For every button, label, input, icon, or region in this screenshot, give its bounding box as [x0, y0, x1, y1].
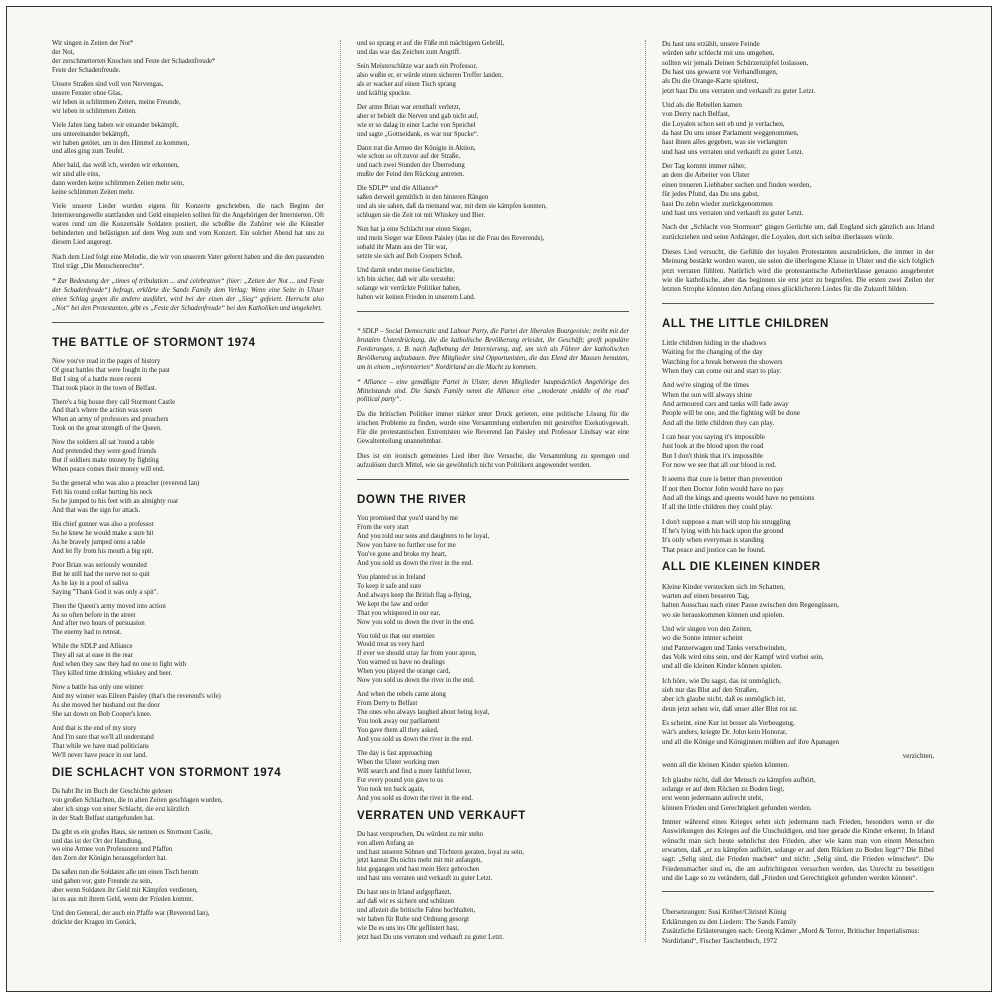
paragraph: Da die britischen Politiker immer stärker unter Druck gerieten, eine politische Lösung für die irischen Probleme zu finden, wurde eine Versammlung einberufen mit gestreifter Exekutivgewalt. Für die protestantischen Extremisten wie Reverend Ian Paisley und Professor Lindsay war eine Gewaltenteilung unannehmbar.	[357, 411, 629, 446]
lyric-line: Took on the great strength of the Queen.	[52, 425, 162, 433]
verse	[52, 603, 324, 639]
credit-line: Zusätzliche Erläuterungen nach: Georg Krämer „Mord & Terror, Britischer Imperialismus: Nordirland“, Fischer Taschenbuch, 1972	[662, 927, 920, 945]
lyric-line: Now a battle has only one winner	[52, 684, 144, 692]
song-all-the-little-children	[662, 339, 934, 555]
lyric-line: die Loyalen schon seit eh und je verlachen,	[662, 119, 785, 128]
lyric-line: Die SDLP* und die Alliance*	[357, 185, 439, 193]
lyric-line: und all die Könige und Königinnen müßten auf ihre Apanagen	[662, 737, 840, 746]
verse	[52, 725, 324, 761]
lyric-line: und mein Sieger war Eileen Paisley (das ist die Frau des Reverends),	[357, 235, 545, 243]
lyric-line: While the SDLP and Alliance	[52, 643, 133, 651]
lyric-line: Ich höre, wie Du sagst, das ist unmöglich,	[662, 676, 781, 685]
verse	[662, 162, 934, 218]
lyric-line: wär's anders, kriegte Dr. John kein Honorar,	[662, 728, 787, 737]
lyric-line: And all the kings and queens would have no pensions	[662, 494, 815, 503]
lyric-line: Wir singen in Zeiten der Not*	[52, 40, 134, 47]
paragraph: Dieses Lied versucht, die Gefühle der loyalen Protestanten auszudrücken, die immer in der Meinung bestärkt worden waren, sie seien die überlegene Klasse in Ulster und die sich folglich jetzt verraten fühlten. Natürlich wird die protestantische Arbeiterklasse genauso ausgebeutet wie die katholische, aber das beginnen sie erst jetzt zu begreifen. Die ersten zwei Zeilen der letzten Strophe könnten den Anfang eines glücklicheren Liedes für die Zukunft bilden.	[662, 247, 934, 294]
lyric-line: auf daß wir es sichern und schützen	[357, 898, 455, 906]
lyric-line: ist es aus mit ihrem Geld, wenn der Frieden kommt.	[52, 896, 194, 904]
lyric-line: wir leben in schlimmen Zeiten, meine Freunde,	[52, 98, 181, 106]
lyric-line: jetzt hast Du uns verraten und verkauft zu guter Letzt.	[662, 86, 816, 95]
section-rule	[357, 479, 629, 480]
lyric-line: Ich glaube nicht, daß der Mensch zu kämpfen aufhört,	[662, 775, 816, 784]
lyric-line: wir leben in schlimmen Zeiten.	[52, 107, 137, 115]
lyric-line: Now you've read in the pages of history	[52, 357, 161, 365]
song-title: ALL DIE KLEINEN KINDER	[662, 561, 821, 574]
lyric-line: Then the Queen's army moved into action	[52, 602, 166, 610]
commentary	[662, 223, 934, 294]
lyric-line: Now you have no further use for me	[357, 541, 456, 549]
lyric-line: wo die Sonne immer scheint	[662, 634, 743, 643]
lyric-line: wie Du es uns ins Ohr geflüstert hast,	[357, 925, 459, 933]
lyric-line: As she moved her husband out the door	[52, 702, 160, 710]
lyric-line: setzte sie sich auf Bob Coopers Schoß.	[357, 253, 463, 261]
verse	[662, 339, 934, 376]
lyric-line: wir haben für Ruhe und Ordnung gesorgt	[357, 916, 470, 924]
lyric-line: And all the little children they can play.	[662, 418, 775, 427]
lyric-line: würden sehr schlecht mit uns umgehen,	[662, 49, 775, 58]
verse	[52, 162, 324, 198]
verse	[662, 433, 934, 470]
commentary: Immer während eines Krieges sehnt sich jedermann nach Frieden, besonders wenn er die Auswirkungen des Krieges auf die Unschuldigen, und hier gerade die Kinder erkennt. In Irland wünscht man sich heute sehnlichst den Frieden, aber wie kann man von einem Menschen erwarten, daß „er zu kämpfen aufhört, solange er auf dem Rücken zu Boden liegt“? Die Bibel sagt: „Selig sind, die Frieden machen“ und nicht: „Selig sind, die Frieden wünschen“. Die Friedensmacher sind es, die am aufrichtigsten versuchen werden, das Unrecht zu beseitigen und die Lage so zu verändern, daß „Frieden und Gerechtigkeit gefunden werden können“.	[662, 818, 934, 883]
lyric-line: When you played the orange card,	[357, 668, 451, 676]
lyric-line: So he knew he would make a sure hit	[52, 529, 154, 537]
lyric-line: You gave them all they asked,	[357, 727, 439, 735]
verse	[52, 40, 324, 76]
lyric-line: dann werden keine schlimmen Zeiten mehr sein,	[52, 180, 184, 188]
lyric-line: aber wenn Soldaten ihr Geld mit Kämpfen verdienen,	[52, 887, 198, 895]
credits	[662, 908, 934, 945]
paragraph: * Alliance – eine gemäßigte Partei in Ulster, deren Mitglieder hauptsächlich Angehörige des Mittelstands sind. Die Sands Family nennt die Alliance eine „moderate ,middle of the road' political party“.	[357, 378, 629, 404]
verse	[357, 40, 629, 58]
lyric-line: For every pound you gave to us	[357, 776, 444, 784]
lyric-line: That peace and justice can be found.	[662, 545, 766, 554]
lyric-line: When they can come out and start to play.	[662, 366, 782, 375]
lyric-line: Waiting for the changing of the day	[662, 348, 763, 357]
lyric-line: solange er auf dem Rücken zu Boden liegt,	[662, 785, 785, 794]
lyric-line: And let fly from his mouth a big spit.	[52, 547, 154, 555]
lyric-line: Poor Brian was seriously wounded	[52, 561, 147, 569]
lyric-line: Du hast uns in Irland aufgepflanzt,	[357, 889, 452, 897]
verse	[357, 633, 629, 687]
lyric-line: And my winner was Eileen Paisley (that's the reverend's wife)	[52, 693, 221, 701]
lyric-line: She sat down on Bob Cooper's knee.	[52, 711, 152, 719]
column-left	[52, 40, 324, 933]
lyric-line: warten auf einen besseren Tag,	[662, 591, 750, 600]
lyric-line: The day is fast approaching	[357, 749, 433, 757]
lyric-line: erst wenn jedermann aufrecht steht,	[662, 794, 764, 803]
lyric-line: wo eine Armee von Professoren und Pfaffen	[52, 846, 173, 854]
verse	[662, 381, 934, 428]
verse	[357, 831, 629, 885]
verse	[52, 829, 324, 865]
verse	[52, 439, 324, 475]
lyric-line: Der Tag kommt immer näher,	[662, 162, 746, 171]
lyric-line: Would treat us very hard	[357, 641, 425, 649]
lyric-line: schlugen sie die Zeit tot mit Whiskey und Bier.	[357, 212, 486, 220]
column-divider	[645, 40, 646, 942]
lyric-line: So he jumped to his feet with an almighty roar	[52, 498, 179, 506]
verse	[357, 63, 629, 99]
lyric-line: Und wir singen von den Zeiten,	[662, 624, 752, 633]
lyric-line: And that was the sign for attack.	[52, 506, 141, 514]
verse	[357, 267, 629, 303]
verse	[52, 358, 324, 394]
paragraph: Nach dem Lied folgt eine Melodie, die wir von unserem Vater gelernt haben und die den passenden Titel trägt „Die Menschenrechte“.	[52, 254, 324, 270]
credit-line: Übersetzungen: Susi Kröher/Christel König	[662, 908, 787, 917]
verse	[357, 104, 629, 140]
lyric-line: And that is the end of my story	[52, 725, 137, 732]
commentary	[357, 411, 629, 471]
lyric-line: You planted us in Ireland	[357, 573, 426, 581]
verse	[52, 643, 324, 679]
paragraph: Nach der „Schlacht von Stormont“ gingen Gerüchte um, daß England sich gänzlich aus Irland zurückziehen und seine Anhänger, die Loyalen, dort sich selbst überlassen würde.	[662, 223, 934, 241]
lyric-line: und als sie sahen, daß da niemand war, mit dem sie kämpfen konnten,	[357, 203, 547, 211]
lyric-line: And when the rebels came along	[357, 691, 446, 699]
lyric-line: Sein Meisterschütze war auch ein Professor,	[357, 62, 478, 70]
lyric-line: Watching for a break between the showers	[662, 357, 783, 366]
lyric-line: und alles ging zum Teufel.	[52, 148, 125, 156]
verse	[357, 889, 629, 943]
verse	[52, 521, 324, 557]
verse	[357, 691, 629, 745]
lyric-line: Of great battles that were fought in the past	[52, 366, 170, 374]
song-title: THE BATTLE OF STORMONT 1974	[52, 336, 256, 349]
column-divider	[340, 40, 341, 942]
lyric-line: When an army of professors and preachers	[52, 416, 169, 424]
lyric-line: As so often before in the street	[52, 611, 136, 619]
verse	[662, 677, 934, 714]
lyric-line: But if soldiers make money by fighting	[52, 457, 159, 465]
lyric-line: Da habt Ihr im Buch der Geschichte gelesen	[52, 787, 173, 795]
lyric-line: And always keep the British flag a-flying,	[357, 591, 472, 599]
lyric-line: und hast uns verraten und verkauft zu guter Letzt.	[357, 875, 493, 883]
lyric-line: wie schon so oft zuvor auf der Straße,	[357, 153, 461, 161]
lyric-line: keine schlimmen Zeiten mehr.	[52, 189, 135, 197]
lyric-line: If all the little children they could play.	[662, 503, 773, 512]
lyric-line: sobald ihr Mann aus der Tür war,	[357, 244, 448, 252]
verse	[662, 518, 934, 555]
lyric-line: They killed time drinking whiskey and beer.	[52, 670, 173, 678]
section-rule	[52, 322, 324, 323]
lyric-line: And you told our sons and daughters to be loyal,	[357, 532, 490, 540]
lyric-line: wenn all die kleinen Kinder spielen könnten.	[662, 761, 790, 770]
lyric-line: einen treueren Liebhaber suchen und finden werden,	[662, 180, 812, 189]
song-title: ALL THE LITTLE CHILDREN	[662, 317, 829, 330]
verse	[662, 625, 934, 672]
song-stormont	[52, 358, 324, 761]
verse	[662, 475, 934, 512]
lyric-line: Saying "Thank God it was only a spit".	[52, 588, 159, 596]
lyric-line: They all sat at ease in the rear	[52, 652, 133, 660]
lyric-line: den Zorn der Königin herausgefordert hat.	[52, 855, 168, 863]
lyric-line: Und als die Rebellen kamen	[662, 101, 742, 110]
lyric-line: Kleine Kinder verstecken sich im Schatten,	[662, 582, 785, 591]
footnotes	[357, 328, 629, 406]
lyric-line: für jedes Pfund, das Du uns gabst,	[662, 190, 759, 199]
lyric-line: ich bin sicher, daß wir alle verstehn:	[357, 275, 456, 283]
intro-text	[52, 203, 324, 272]
lyric-line: We kept the law and order	[357, 600, 429, 608]
lyric-line: You promised that you'd stand by me	[357, 515, 458, 523]
lyric-line: bist gegangen und hast mein Herz gebrochen	[357, 866, 480, 874]
lyric-line: You warned us have no dealings	[357, 659, 445, 667]
lyric-line: und allezeit die britische Fahne hochhalten,	[357, 907, 476, 915]
lyric-line: und Panzerwagen und Tanks verschwinden,	[662, 643, 787, 652]
lyric-line: und gaben vor, gute Freunde zu sein,	[52, 878, 153, 886]
lyric-line: Es scheint, eine Kur ist besser als Vorbeugung,	[662, 718, 795, 727]
verse	[52, 81, 324, 117]
credit-line: Erklärungen zu den Liedern: The Sands Family	[662, 917, 797, 926]
lyric-line: And you sold us down the river in the end.	[357, 794, 473, 802]
lyric-line: That took place in the town of Belfast.	[52, 384, 157, 392]
lyric-line: Du hast uns gewarnt vor Verhandlungen,	[662, 68, 778, 77]
lyric-line: wir haben getötet, um in den Himmel zu kommen,	[52, 139, 190, 147]
lyric-line: Du hast uns erzählt, unsere Feinde	[662, 40, 760, 48]
lyric-line: The enemy had to retreat.	[52, 629, 122, 637]
section-rule	[662, 303, 934, 304]
paragraph: * SDLP – Social Democratic and Labour Party, die Partei der liberalen Bourgeoisie; treibt mit der brutalen Unterdrückung, die die katholische Bevölkerung erleidet, ihr Geschäft; greift populäre Forderungen, z. B. nach Aufhebung der Internierung, auf, um sich als Führer der katholischen Bevölkerung aufzubauen. Ihre Mitglieder sind Opportunisten, die das Elend der Massen benutzen, um in einem „reformierten“ Nordirland an die Macht zu kommen.	[357, 327, 629, 371]
lyric-line: haben wir keinen Frieden in unserem Land.	[357, 293, 476, 301]
lyric-line: mußte der Feind den Rückzug antreten.	[357, 171, 465, 179]
lyric-line: That you whispered in our ear,	[357, 609, 441, 617]
lyric-line: Dann trat die Armee der Königin in Aktion,	[357, 144, 476, 152]
lyric-line: aber er behielt die Nerven und gab nicht auf,	[357, 112, 479, 120]
lyric-line: denn jetzt sehen wir, daß unser aller Blut rot ist.	[662, 704, 798, 713]
verse	[662, 719, 934, 747]
verse	[662, 761, 934, 770]
footnote: * Zur Bedeutung der „times of tribulation ... and celebration“ (hier: „Zeiten der Not ... und Feste der Schadenfreude“) befragt, erklärte die Sands Family dem Verlag: Wenn eine Seite in Ulster einen Schlag gegen die andere ausführt, wird bei der einen der „Sieg“ gefeiert. Herrscht also „Not“ bei den Protestanten, gibt es „Feste der Schadenfreude“ bei den Katholiken und umgekehrt.	[52, 277, 324, 312]
lyric-line: Da saßen nun die Soldaten alle um einen Tisch herum	[52, 869, 199, 877]
verse	[662, 583, 934, 620]
verse	[52, 122, 324, 158]
lyric-line: As he bravely jumped onto a table	[52, 538, 146, 546]
lyric-line: Da gibt es ein großes Haus, sie nennen es Stormont Castle,	[52, 828, 213, 836]
lyric-line: können Frieden und Gerechtigkeit gefunden werden.	[662, 803, 812, 812]
lyric-line: und so sprang er auf die Füße mit mächtigem Gebrüll,	[357, 40, 505, 47]
lyric-line: Aber bald, das weiß ich, werden wir erkennen,	[52, 162, 179, 170]
lyric-line: And when they saw they had no one to fight with	[52, 661, 187, 669]
verse	[357, 185, 629, 221]
song-verraten	[357, 831, 629, 943]
lyric-line: uns untereinander bekämpft,	[52, 130, 130, 138]
verse	[52, 788, 324, 824]
lyric-line: der zerschmetterten Knochen und Feste der Schadenfreude*	[52, 57, 216, 65]
lyric-line: If not then Doctor John would have no pay	[662, 484, 784, 493]
verse	[357, 574, 629, 628]
lyric-line: aber ich singe von einer Schlacht, die erst kürzlich	[52, 805, 190, 813]
lyric-line: There's a big house they call Stormont Castle	[52, 398, 175, 406]
song-title: DIE SCHLACHT VON STORMONT 1974	[52, 766, 282, 779]
song-schlacht-continued	[357, 40, 629, 303]
lyric-line: sollten wir jemals Deinen Schürzenzipfel loslassen,	[662, 58, 809, 67]
lyric-line: und nach zwei Stunden der Überredung	[357, 162, 465, 170]
lyric-line: And you sold us down the river in the end.	[357, 736, 473, 743]
lyric-line: When the sun will always shine	[662, 390, 753, 399]
lyric-line: And armoured cars and tanks will fade away	[662, 400, 789, 408]
lyric-line: So the general who was also a preacher (reverend Ian)	[52, 480, 200, 488]
lyric-line: We'll never have peace in our land.	[52, 751, 148, 759]
verse	[52, 910, 324, 928]
lyric-line: If he's lying with his back upon the ground	[662, 527, 784, 536]
lyric-line: und hast unseren Söhnen und Töchtern geraten, loyal zu sein,	[357, 848, 524, 856]
lyric-line: und das war das Zeichen zum Angriff.	[357, 48, 461, 56]
lyric-line: And pretended they were good friends	[52, 448, 157, 456]
lyric-line: It's only when everyman is standing	[662, 536, 764, 545]
paragraph: Dies ist ein ironisch gemeintes Lied über ihre Versuche, die Versammlung zu sprengen und aufzulösen durch Mittel, wie sie gewöhnlich nicht von Politikern angewendet werden.	[357, 453, 629, 470]
lyric-line: als er wacker auf einen Tisch sprang	[357, 80, 456, 88]
lyric-line: wie er so dalag in einer Lache von Speichel	[357, 121, 476, 129]
verse	[357, 226, 629, 262]
verse	[52, 562, 324, 598]
lyric-line: das Volk wird eins sein, und der Kampf wird vorbei sein,	[662, 652, 824, 661]
lyric-line: But I don't think that it's impossible	[662, 451, 764, 460]
lyric-line: Little children hiding in the shadows	[662, 338, 767, 347]
column-middle	[357, 40, 629, 948]
lyric-line: Du hast versprochen, Du würdest zu mir stehn	[357, 830, 484, 838]
lyric-line: hast Du zehn wieder zurückgenommen	[662, 199, 773, 208]
song-kleinen-kinder	[662, 583, 934, 748]
lyric-line: halten Ausschau nach einer Pause zwischen den Regengüssen,	[662, 601, 839, 610]
paragraph: Viele unserer Lieder wurden eigens für Konzerte geschrieben, die nach Beginn der Internierungswelle stattfanden und Geld einspielen sollten für die Angehörigen der Internierten. Oft waren rund um die Konzertsäle Soldaten postiert, die schoßbe die Zuhörer wie die Künstler behinderten und belästigten auf dem Weg zum und vom Konzert. Ein solcher Abend hat uns zu diesem Lied angeregt.	[52, 203, 324, 247]
lyric-line: Viele Jahre lang haben wir einander bekämpft,	[52, 121, 179, 129]
lyric-line: und sagte „Gottseidank, es war nur Spucke“.	[357, 130, 479, 138]
lyric-line: und all die kleinen Kinder können spielen.	[662, 662, 783, 671]
lyric-line: People will be one, and the fighting will be done	[662, 409, 800, 418]
verse	[662, 101, 934, 157]
verse	[662, 776, 934, 813]
lyric-line: From the very start	[357, 524, 409, 532]
lyric-line: Und den General, der auch ein Pfaffe war (Reverend Ian),	[52, 910, 210, 918]
lyric-line: As he lay in a pool of saliva	[52, 579, 129, 587]
song-verraten-continued	[662, 40, 934, 218]
lyric-line: From Derry to Belfast	[357, 700, 418, 708]
lyric-line: verzichten,	[902, 752, 934, 760]
lyric-line: an dem die Arbeiter von Ulster	[662, 171, 750, 180]
lyric-line: und kräftig spuckte.	[357, 89, 412, 97]
lyric-line: And we're singing of the times	[662, 381, 749, 390]
lyric-line: da hast Du uns unser Parlament weggenommen,	[662, 129, 799, 138]
lyric-line: wir sind alle eins,	[52, 171, 100, 179]
lyric-line: And I'm sure that we'll all understand	[52, 733, 154, 741]
verse	[357, 515, 629, 569]
lyric-line: It seems that cure is better than prevention	[662, 475, 783, 484]
lyric-line: von großen Schlachten, die in alten Zeiten geschlagen wurden,	[52, 796, 223, 804]
lyric-line: Just look at the blood upon the road	[662, 442, 764, 451]
lyric-line: von allem Anfang an	[357, 839, 414, 847]
lyric-line: und hast uns verraten und verkauft zu guter Letzt.	[662, 208, 804, 217]
song-schadenfreude	[52, 40, 324, 198]
lyric-line: Now the soldiers all sat 'round a table	[52, 439, 155, 447]
lyric-line: Will search and find a more faithful lover,	[357, 767, 472, 775]
lyric-line: aber ich glaube nicht, daß es unmöglich ist,	[662, 695, 786, 704]
lyric-line: When peace comes their money will end.	[52, 466, 165, 474]
lyric-line: unsere Fenster ohne Glas,	[52, 89, 123, 97]
lyric-line: Unsere Straßen sind voll von Nervengas,	[52, 80, 164, 88]
song-schlacht	[52, 788, 324, 928]
lyric-line: You took ten back again,	[357, 785, 425, 793]
lyric-line: von Derry nach Belfast,	[662, 110, 730, 119]
lyric-line: Feste der Schadenfreude.	[52, 66, 121, 74]
lyric-line: jetzt hast Du uns verraten und verkauft zu guter Letzt.	[357, 934, 504, 942]
lyric-line: saßen derweil gemütlich in den hinteren Rängen	[357, 194, 489, 202]
song-kleinen-kinder-tail	[662, 761, 934, 813]
lyric-line: The ones who always laughed about being loyal,	[357, 709, 490, 717]
lyric-line: und hast uns verraten und verkauft zu guter Letzt.	[662, 147, 804, 156]
song-title: VERRATEN UND VERKAUFT	[357, 809, 526, 822]
lyric-line: When the Ulster working men	[357, 758, 440, 766]
lyric-line: in der Stadt Belfast stattgefunden hat.	[52, 814, 155, 822]
lyric-line: jetzt kannst Du nichts mehr mit mir anfangen,	[357, 857, 482, 865]
lyric-line: And you sold us down the river in the end.	[357, 559, 473, 567]
lyric-line: Now you sold us down the river in the end.	[357, 618, 475, 626]
verse	[52, 684, 324, 720]
lyric-line: Felt his round collar hurting his neck	[52, 489, 153, 497]
verse	[52, 399, 324, 435]
lyric-line: Der arme Brian war ernsthaft verletzt,	[357, 103, 461, 111]
lyric-line: For now we see that all our blood is red.	[662, 461, 777, 470]
lyric-line: der Not,	[52, 48, 75, 56]
lyric-line: You told us that our enemies	[357, 632, 435, 640]
lyric-line: I can hear you saying it's impossible	[662, 433, 765, 442]
column-right	[662, 40, 934, 946]
lyric-line: solange wir verrückte Politiker haben,	[357, 284, 461, 292]
lyric-line: His chief gunner was also a professor	[52, 520, 154, 528]
lyric-line: als Du die Orange-Karte spieltest,	[662, 77, 759, 86]
lyric-line: wo sie herauskommen können und spielen.	[662, 610, 785, 619]
song-down-the-river	[357, 515, 629, 804]
lyric-line: You took away our parliament	[357, 718, 440, 726]
lyric-line: Und damit endet meine Geschichte,	[357, 266, 455, 274]
verse	[52, 480, 324, 516]
lyric-line: To keep it safe and sure	[357, 582, 422, 590]
lyric-line: I don't suppose a man will stop his struggling	[662, 517, 791, 526]
lyric-line: But he still had the nerve not to quit	[52, 570, 150, 578]
lyric-line: sieh nur das Blut auf den Straßen,	[662, 685, 758, 694]
section-rule	[662, 891, 934, 892]
lyric-line: But I sing of a battle more recent	[52, 375, 142, 383]
lyric-line: You've gone and broke my heart,	[357, 550, 447, 558]
lyric-line: also wußte er, er würde einen sicheren Treffer landen,	[357, 71, 504, 79]
lyric-line: If ever we should stray far from your apron,	[357, 650, 477, 658]
verse	[357, 750, 629, 804]
lyric-line: drückte der Kragen im Genick,	[52, 919, 137, 927]
lyric-line: hast ihnen alles gegeben, was sie verlangten	[662, 138, 788, 147]
section-rule	[357, 311, 629, 312]
lyric-line: Now you sold us down the river in the end.	[357, 677, 475, 685]
lyric-line: And that's where the action was seen	[52, 407, 153, 415]
verse	[662, 40, 934, 96]
lyric-line: und das ist der Ort der Handlung,	[52, 837, 143, 845]
lyric-line: That while we have mad politicians	[52, 742, 149, 750]
song-title: DOWN THE RIVER	[357, 494, 467, 507]
lyric-line: Nun hat ja eine Schlacht nur einen Sieger,	[357, 226, 472, 234]
verse	[357, 145, 629, 181]
verse	[52, 869, 324, 905]
lyric-line: And after two hours of persuasion	[52, 620, 145, 628]
